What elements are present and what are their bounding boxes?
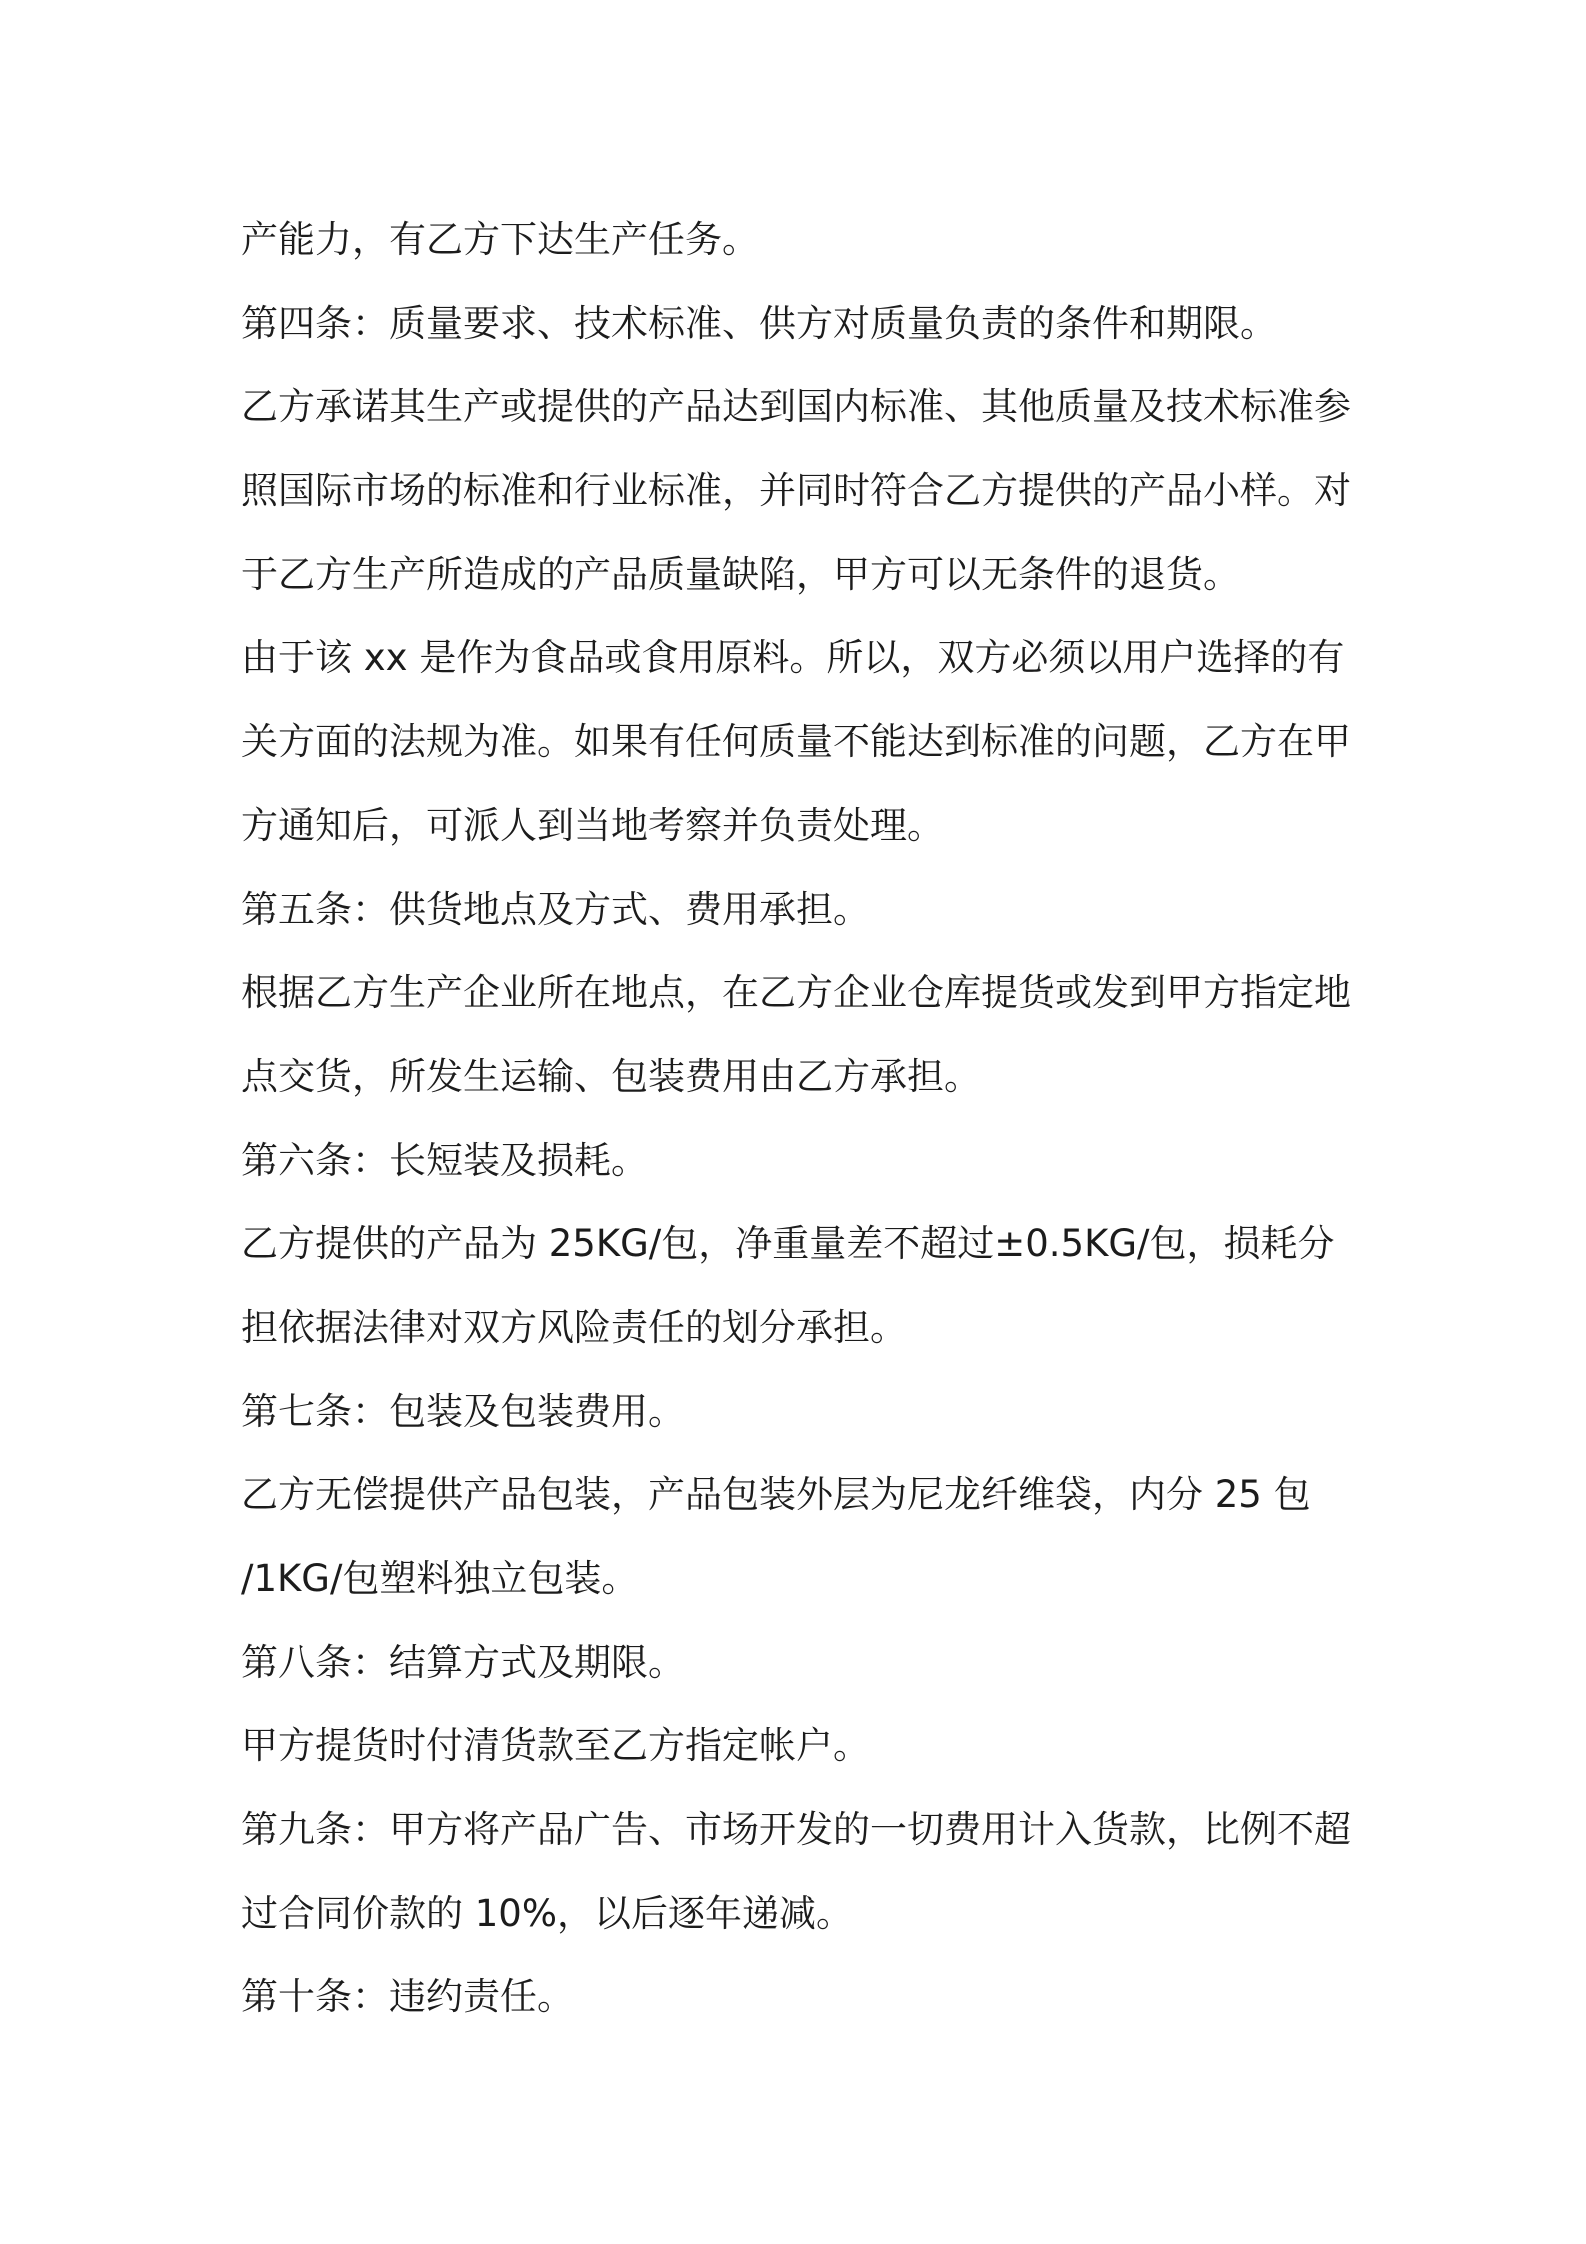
text-line: 过合同价款的 10%，以后逐年递减。 [241, 1891, 853, 1935]
clause-heading-5: 第五条：供货地点及方式、费用承担。 [241, 887, 870, 931]
clause-heading-10: 第十条：违约责任。 [241, 1975, 574, 2019]
text-line: 乙方提供的产品为 25KG/包，净重量差不超过±0.5KG/包，损耗分 [241, 1222, 1335, 1266]
document-body [241, 198, 1361, 2039]
text-line: 方通知后，可派人到当地考察并负责处理。 [241, 803, 944, 847]
text-line: 由于该 xx 是作为食品或食用原料。所以，双方必须以用户选择的有 [241, 636, 1345, 680]
text-line: 担依据法律对双方风险责任的划分承担。 [241, 1305, 907, 1349]
text-line: /1KG/包塑料独立包装。 [241, 1557, 639, 1600]
clause-heading-7: 第七条：包装及包装费用。 [241, 1389, 685, 1433]
clause-heading-8: 第八条：结算方式及期限。 [241, 1640, 685, 1684]
text-line: 关方面的法规为准。如果有任何质量不能达到标准的问题，乙方在甲 [241, 720, 1351, 764]
clause-heading-4: 第四条：质量要求、技术标准、供方对质量负责的条件和期限。 [241, 301, 1277, 345]
text-line: 产能力，有乙方下达生产任务。 [241, 218, 759, 261]
text-line: 照国际市场的标准和行业标准，并同时符合乙方提供的产品小样。对 [241, 469, 1351, 513]
text-line: 乙方承诺其生产或提供的产品达到国内标准、其他质量及技术标准参 [241, 385, 1351, 429]
text-line: 甲方提货时付清货款至乙方指定帐户。 [241, 1724, 870, 1768]
text-line: 点交货，所发生运输、包装费用由乙方承担。 [241, 1054, 981, 1098]
clause-heading-6: 第六条：长短装及损耗。 [241, 1138, 648, 1182]
text-line: 于乙方生产所造成的产品质量缺陷，甲方可以无条件的退货。 [241, 552, 1240, 596]
text-line: 乙方无偿提供产品包装，产品包装外层为尼龙纤维袋，内分 25 包 [241, 1473, 1311, 1517]
text-line: 根据乙方生产企业所在地点，在乙方企业仓库提货或发到甲方指定地 [241, 971, 1351, 1015]
clause-heading-9: 第九条：甲方将产品广告、市场开发的一切费用计入货款，比例不超 [241, 1808, 1351, 1852]
